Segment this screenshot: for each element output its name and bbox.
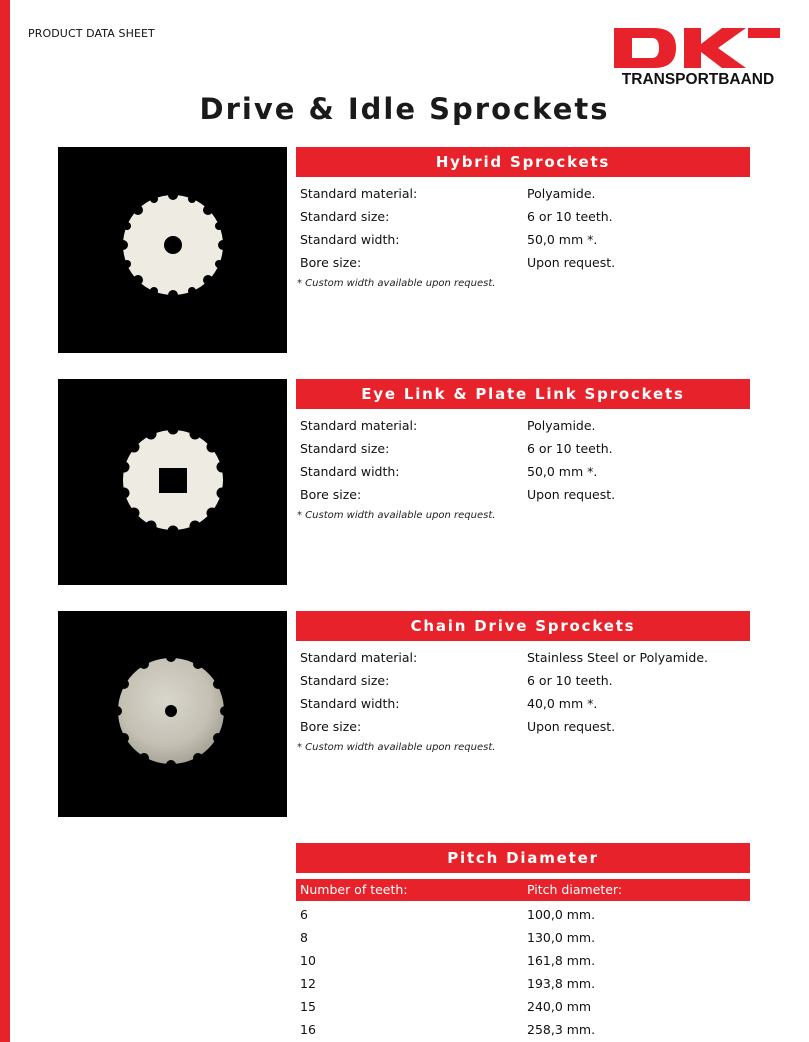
- col-header-teeth: Number of teeth:: [300, 882, 408, 897]
- page-title: Drive & Idle Sprockets: [199, 92, 610, 126]
- spec-row: [300, 483, 750, 506]
- custom-width-note: * Custom width available upon request.: [297, 510, 496, 521]
- teeth-cell: 8: [300, 930, 308, 945]
- chain-drive-sprocket-photo: [58, 611, 287, 817]
- teeth-cell: 12: [300, 976, 316, 991]
- spec-row: [300, 182, 750, 205]
- custom-width-note: * Custom width available upon request.: [297, 742, 496, 753]
- spec-row: [300, 251, 750, 274]
- spec-row: [300, 715, 750, 738]
- teeth-cell: 10: [300, 953, 316, 968]
- table-row: [300, 926, 750, 949]
- spec-row: [300, 460, 750, 483]
- table-row: [300, 949, 750, 972]
- spec-label: Bore size:: [300, 255, 362, 270]
- spec-label: Standard width:: [300, 232, 400, 247]
- spec-value: Polyamide.: [527, 186, 596, 201]
- spec-row: [300, 692, 750, 715]
- left-accent-bar: [0, 0, 10, 1042]
- diameter-cell: 193,8 mm.: [527, 976, 596, 991]
- teeth-cell: 15: [300, 999, 316, 1014]
- spec-label: Standard material:: [300, 418, 418, 433]
- spec-row: [300, 646, 750, 669]
- hybrid-sprocket-photo: [58, 147, 287, 353]
- diameter-cell: 240,0 mm: [527, 999, 592, 1014]
- diameter-cell: 100,0 mm.: [527, 907, 596, 922]
- dk-transportbaand-logo: [614, 26, 782, 88]
- chain-drive-sprockets-heading: Chain Drive Sprockets: [296, 611, 750, 641]
- diameter-cell: 161,8 mm.: [527, 953, 596, 968]
- col-header-diameter: Pitch diameter:: [527, 882, 623, 897]
- spec-label: Standard width:: [300, 696, 400, 711]
- spec-value: Stainless Steel or Polyamide.: [527, 650, 708, 665]
- spec-label: Standard size:: [300, 209, 390, 224]
- hybrid-sprockets-heading: Hybrid Sprockets: [296, 147, 750, 177]
- spec-label: Bore size:: [300, 719, 362, 734]
- pitch-diameter-heading: Pitch Diameter: [296, 843, 750, 873]
- spec-label: Standard material:: [300, 186, 418, 201]
- spec-value: Upon request.: [527, 487, 616, 502]
- spec-row: [300, 437, 750, 460]
- teeth-cell: 6: [300, 907, 308, 922]
- spec-value: Upon request.: [527, 255, 616, 270]
- spec-label: Standard size:: [300, 441, 390, 456]
- eye-link-sprockets-heading: Eye Link & Plate Link Sprockets: [296, 379, 750, 409]
- spec-label: Standard width:: [300, 464, 400, 479]
- spec-row: [300, 414, 750, 437]
- spec-label: Standard size:: [300, 673, 390, 688]
- custom-width-note: * Custom width available upon request.: [297, 278, 496, 289]
- diameter-cell: 258,3 mm.: [527, 1022, 596, 1037]
- spec-value: 6 or 10 teeth.: [527, 441, 613, 456]
- spec-value: 6 or 10 teeth.: [527, 209, 613, 224]
- table-row: [300, 995, 750, 1018]
- teeth-cell: 16: [300, 1022, 316, 1037]
- eye-link-sprocket-photo: [58, 379, 287, 585]
- spec-label: Standard material:: [300, 650, 418, 665]
- spec-label: Bore size:: [300, 487, 362, 502]
- spec-row: [300, 228, 750, 251]
- table-row: [300, 1018, 750, 1041]
- spec-value: Polyamide.: [527, 418, 596, 433]
- doc-type-label: PRODUCT DATA SHEET: [28, 27, 155, 40]
- table-row: [300, 903, 750, 926]
- logo-wordmark: TRANSPORTBAAND: [621, 71, 775, 88]
- spec-value: Upon request.: [527, 719, 616, 734]
- spec-value: 40,0 mm *.: [527, 696, 598, 711]
- diameter-cell: 130,0 mm.: [527, 930, 596, 945]
- spec-row: [300, 669, 750, 692]
- spec-row: [300, 205, 750, 228]
- pitch-table-header: [296, 879, 750, 901]
- spec-value: 50,0 mm *.: [527, 232, 598, 247]
- spec-value: 6 or 10 teeth.: [527, 673, 613, 688]
- spec-value: 50,0 mm *.: [527, 464, 598, 479]
- table-row: [300, 972, 750, 995]
